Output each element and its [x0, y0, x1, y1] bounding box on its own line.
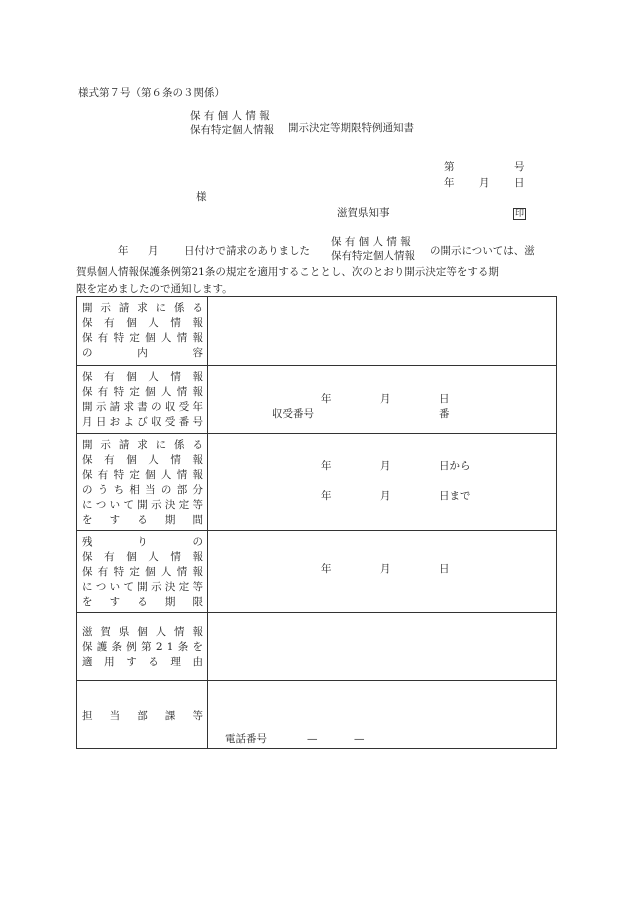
row2-number-label: 収受番号 [272, 408, 314, 420]
body-tsuki: 月 [148, 245, 159, 257]
document-title: 開示決定等期限特例通知書 [288, 122, 414, 134]
row-deadline [77, 531, 557, 613]
row-reason [77, 613, 557, 681]
row-period [77, 434, 557, 531]
row3-value[interactable] [208, 434, 557, 531]
sender-name: 滋賀県知事 [337, 207, 390, 219]
body-text1: 日付けで請求のありました [184, 245, 310, 257]
row2-tsuki: 月 [380, 393, 391, 405]
form-number: 様式第７号（第６条の３関係） [78, 87, 225, 99]
form-table [76, 296, 557, 749]
seal-mark [513, 206, 526, 220]
row2-ban: 番 [439, 408, 450, 420]
row3-label-line: の う ち 相 当 の 部 分 [82, 484, 203, 496]
row1-label-line: の 内 容 [82, 347, 203, 359]
row3-hi-from: 日から [439, 460, 471, 472]
row5-label [77, 613, 208, 681]
row6-label-line: 担 当 部 課 等 [82, 710, 203, 722]
row-receipt [77, 366, 557, 434]
row6-value[interactable] [208, 681, 557, 749]
row4-label-line: 保 有 個 人 情 報 [82, 551, 203, 563]
row4-value[interactable] [208, 531, 557, 613]
row3-tsuki-to: 月 [380, 490, 391, 502]
row4-hi: 日 [439, 563, 450, 575]
row2-label [77, 366, 208, 434]
title-prefix-line1: 保 有 個 人 情 報 [190, 110, 270, 122]
row3-nen-to: 年 [321, 490, 332, 502]
row1-label-line: 保 有 特 定 個 人 情 報 [82, 332, 203, 344]
row5-label-line: 適 用 す る 理 由 [82, 656, 203, 668]
row4-label [77, 531, 208, 613]
body-line3: 限を定めましたので通知します。 [76, 283, 233, 295]
phone-label: 電話番号 [225, 733, 267, 745]
phone-dash-1: — [307, 733, 318, 745]
seal-char: 印 [515, 209, 525, 219]
row4-tsuki: 月 [380, 563, 391, 575]
row2-label-line: 保 有 個 人 情 報 [82, 371, 203, 383]
row3-label-line: 保 有 個 人 情 報 [82, 454, 203, 466]
row2-nen: 年 [321, 393, 332, 405]
row3-label-line: 開 示 請 求 に 係 る [82, 439, 203, 451]
row1-label-line: 開 示 請 求 に 係 る [82, 302, 203, 314]
body-text2: の開示については、滋 [430, 245, 535, 257]
row4-label-line: 保 有 特 定 個 人 情 報 [82, 566, 203, 578]
row4-nen: 年 [321, 563, 332, 575]
addressee-sama: 様 [196, 191, 207, 203]
body-stack [331, 236, 425, 263]
row1-value[interactable] [208, 297, 557, 366]
row2-label-line: 月 日 お よ び 収 受 番 号 [82, 416, 203, 428]
date-tsuki: 月 [479, 177, 490, 189]
doc-number-dai: 第 [444, 161, 455, 173]
row3-label-line: 保 有 特 定 個 人 情 報 [82, 469, 203, 481]
row2-label-line: 保 有 特 定 個 人 情 報 [82, 386, 203, 398]
body-nen: 年 [118, 245, 129, 257]
row1-label [77, 297, 208, 366]
row4-label-line: を す る 期 限 [82, 596, 203, 608]
row5-value[interactable] [208, 613, 557, 681]
title-prefix [190, 110, 282, 137]
row2-label-line: 開 示 請 求 書 の 収 受 年 [82, 401, 203, 413]
row4-label-line: に つ い て 開 示 決 定 等 [82, 581, 203, 593]
phone-dash-2: — [354, 733, 365, 745]
row2-value[interactable] [208, 366, 557, 434]
row5-label-line: 滋 賀 県 個 人 情 報 [82, 626, 203, 638]
title-prefix-line2: 保有特定個人情報 [190, 123, 274, 136]
date-hi: 日 [514, 177, 525, 189]
row3-label-line: を す る 期 間 [82, 514, 203, 526]
date-nen: 年 [444, 177, 455, 189]
body-stack-line2: 保有特定個人情報 [331, 249, 415, 262]
row3-hi-to: 日まで [439, 490, 471, 502]
row6-label [77, 681, 208, 749]
row-department [77, 681, 557, 749]
row3-nen-from: 年 [321, 460, 332, 472]
row3-label-line: に つ い て 開 示 決 定 等 [82, 499, 203, 511]
body-line2: 賀県個人情報保護条例第21条の規定を適用することとし、次のとおり開示決定等をする期 [76, 266, 499, 278]
row3-label [77, 434, 208, 531]
doc-number-go: 号 [514, 161, 525, 173]
row2-hi: 日 [439, 393, 450, 405]
row4-label-line: 残 り の [82, 536, 203, 548]
row3-tsuki-from: 月 [380, 460, 391, 472]
row5-label-line: 保 護 条 例 第 2 1 条 を [82, 641, 203, 653]
body-stack-line1: 保 有 個 人 情 報 [331, 236, 411, 248]
row1-label-line: 保 有 個 人 情 報 [82, 317, 203, 329]
row-content [77, 297, 557, 366]
